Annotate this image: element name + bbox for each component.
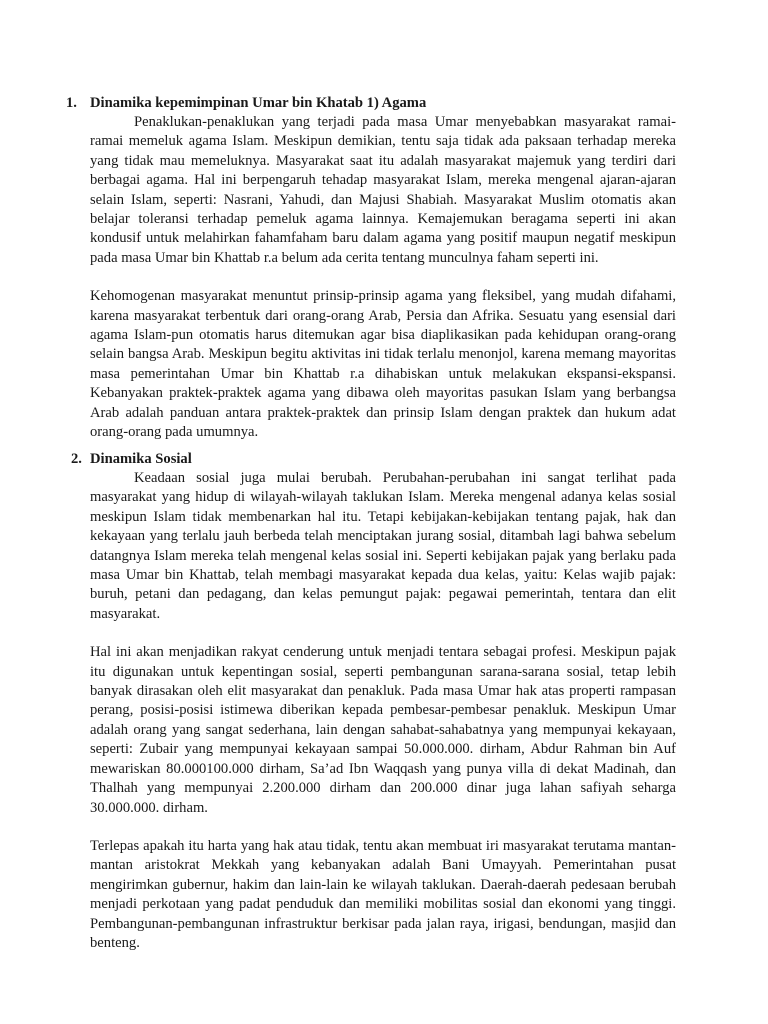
section-sosial	[66, 450, 678, 953]
section-agama	[66, 94, 678, 443]
section-heading	[66, 450, 678, 469]
paragraph: Kehomogenan masyarakat menuntut prinsip-prinsip agama yang fleksibel, yang mudah difahami, karena masyarakat terbentuk dari orang-orang Arab, Persia dan Afrika. Sesuatu yang esensial dari agama Islam-pun otomatis harus ditemukan agar bisa diaplikasikan pada kehidupan orang-orang selain bangsa Arab. Meskipun begitu aktivitas ini tidak terlalu menonjol, karena memang mayoritas masa pemerintahan Umar bin Khattab r.a dihabiskan untuk melakukan ekspansi-ekspansi. Kebanyakan praktek-praktek agama yang dibawa oleh mayoritas pasukan Islam yang berbangsa Arab adalah panduan antara praktek-praktek dan prinsip Islam dengan praktek dan hukum adat orang-orang pada umumnya.	[90, 288, 676, 441]
paragraph: Terlepas apakah itu harta yang hak atau tidak, tentu akan membuat iri masyarakat terutama mantan-mantan aristokrat Mekkah yang kebanyakan adalah Bani Umayyah. Pemerintahan pusat mengirimkan gubernur, hakim dan lain-lain ke wilayah taklukan. Daerah-daerah pedesaan berubah menjadi perkotaan yang padat penduduk dan memiliki mobilitas sosial dan ekonomi yang tinggi. Pembangunan-pembangunan infrastruktur berkisar pada jalan raya, irigasi, bendungan, masjid dan benteng.	[90, 837, 676, 951]
paragraph: Hal ini akan menjadikan rakyat cenderung untuk menjadi tentara sebagai profesi. Meskipun pajak itu digunakan untuk kepentingan sosial, seperti pembangunan sarana-sarana sosial, tetap lebih banyak dirasakan oleh elit masyarakat dan penakluk. Pada masa Umar hak atas properti rampasan perang, posisi-posisi istimewa diberikan kepada pembesar-pembesar penakluk. Meskipun Umar adalah orang yang sangat sederhana, lain dengan sahabat-sahabatnya yang mempunyai kekayaan, seperti: Zubair yang mempunyai kekayaan sampai 50.000.000. dirham, Abdur Rahman bin Auf mewariskan 80.000100.000 dirham, Sa’ad Ibn Waqqash yang punya villa di dekat Madinah, dan Thalhah yang mempunyai 2.200.000 dirham dan 200.000 dinar juga lahan safiyah seharga 30.000.000. dirham.	[90, 644, 676, 816]
section-heading	[66, 94, 678, 113]
paragraph: Penaklukan-penaklukan yang terjadi pada masa Umar menyebabkan masyarakat ramai-ramai memeluk agama Islam. Meskipun demikian, tentu saja tidak ada paksaan terhadap mereka yang tidak mau memeluknya. Masyarakat saat itu adalah masyarakat majemuk yang terdiri dari berbagai agama. Hal ini berpengaruh tehadap masyarakat Islam, mereka mengenal ajaran-ajaran selain Islam, seperti: Nasrani, Yahudi, dan Majusi Shabiah. Masyarakat Muslim otomatis akan belajar toleransi terhadap pemeluk agama lainnya. Kemajemukan beragama seperti ini akan kondusif untuk melahirkan fahamfaham baru dalam agama yang positif maupun negatif meskipun pada masa Umar bin Khattab r.a belum ada cerita tentang munculnya faham seperti ini.	[90, 114, 676, 266]
section-number: 2.	[71, 451, 82, 467]
section-number: 1.	[66, 95, 77, 111]
paragraph-gap	[66, 818, 678, 837]
paragraph-gap	[66, 624, 678, 643]
paragraph-gap	[66, 268, 678, 287]
section-title: Dinamika kepemimpinan Umar bin Khatab 1) Agama	[90, 95, 427, 111]
section-title: Dinamika Sosial	[90, 451, 192, 467]
paragraph: Keadaan sosial juga mulai berubah. Perubahan-perubahan ini sangat terlihat pada masyarakat yang hidup di wilayah-wilayah taklukan Islam. Mereka mengenal adanya kelas sosial meskipun Islam tidak membenarkan hal itu. Tetapi kebijakan-kebijakan tentang pajak, hak dan kekayaan yang terlalu jauh berbeda telah menciptakan jurang sosial, ditambah lagi bahwa sebelum datangnya Islam mereka telah mengenal kelas sosial ini. Seperti kebijakan pajak yang berlaku pada masa Umar bin Khattab, telah membagi masyarakat kepada dua kelas, yaitu: Kelas wajib pajak: buruh, petani dan pedagang, dan kelas pemungut pajak: pegawai pemerintah, tentara dan elit masyarakat.	[90, 470, 676, 622]
